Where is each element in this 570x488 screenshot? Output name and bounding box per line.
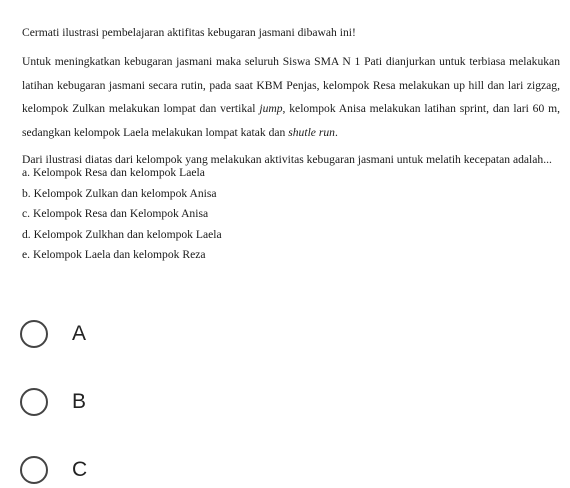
question-body bbox=[22, 50, 560, 144]
answer-label-b: B bbox=[72, 390, 87, 413]
radio-button-b[interactable] bbox=[20, 388, 48, 416]
radio-button-c[interactable] bbox=[20, 456, 48, 484]
question-title: Cermati ilustrasi pembelajaran aktifitas kebugaran jasmani dibawah ini! bbox=[22, 26, 356, 39]
body-text-1: Untuk meningkatkan kebugaran jasmani maka seluruh Siswa SMA N 1 Pati dianjurkan untuk terbiasa melakukan latihan kebugaran jasmani secara rutin, pada saat KBM Penjas, kelompok Resa melakukan up hill dan lari zigzag, kelompok Zulkan melakukan lompat dan vertikal bbox=[22, 55, 560, 115]
body-text-3: . bbox=[334, 125, 338, 139]
answer-choice-c[interactable] bbox=[20, 456, 220, 488]
option-e: e. Kelompok Laela dan kelompok Reza bbox=[22, 248, 206, 262]
answer-choice-b[interactable] bbox=[20, 388, 220, 420]
radio-button-a[interactable] bbox=[20, 320, 48, 348]
question-content bbox=[22, 26, 560, 269]
option-a: a. Kelompok Resa dan kelompok Laela bbox=[22, 166, 205, 179]
answer-label-c: C bbox=[72, 458, 88, 481]
question-prompt: Dari ilustrasi diatas dari kelompok yang melakukan aktivitas kebugaran jasmani untuk melatih kecepatan adalah... bbox=[22, 153, 552, 166]
body-italic-jump: jump bbox=[259, 102, 283, 115]
option-d: d. Kelompok Zulkhan dan kelompok Laela bbox=[22, 227, 222, 241]
option-b: b. Kelompok Zulkan dan kelompok Anisa bbox=[22, 186, 217, 200]
answer-choice-a[interactable] bbox=[20, 320, 220, 352]
body-italic-shutle-run: shutle run bbox=[288, 125, 335, 139]
answer-label-a: A bbox=[72, 322, 87, 345]
answer-options-list bbox=[22, 166, 560, 261]
option-c: c. Kelompok Resa dan Kelompok Anisa bbox=[22, 207, 209, 221]
body-text-2: , kelompok Anisa melakukan latihan sprint, dan lari 60 m, sedangkan kelompok Laela melakukan lompat katak dan bbox=[22, 102, 560, 139]
